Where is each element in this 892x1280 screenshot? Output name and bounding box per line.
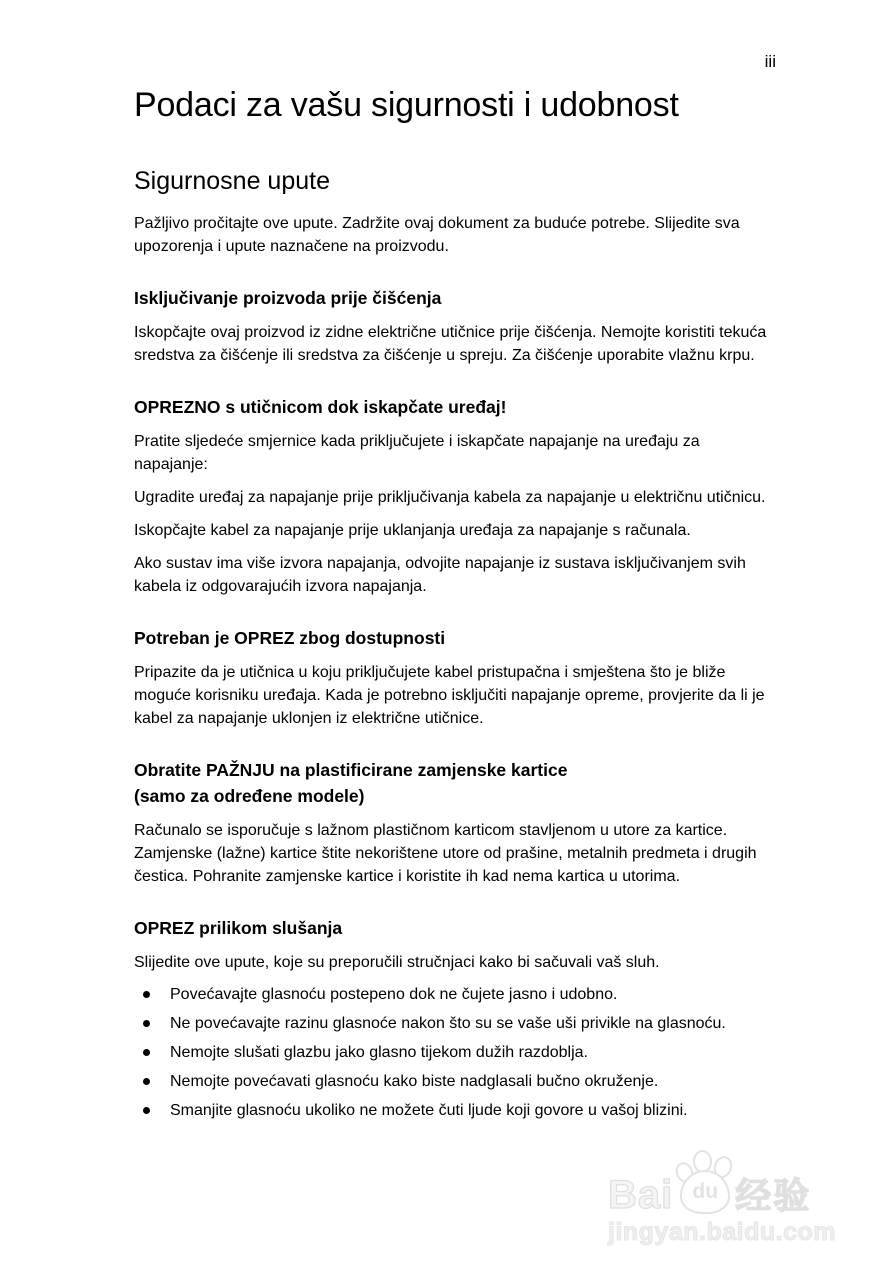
page-title: Podaci za vašu sigurnosti i udobnost [134,86,679,124]
page-content [134,86,768,1122]
list-item [134,1099,768,1122]
list-item-text: Povećavajte glasnoću postepeno dok ne čujete jasno i udobno. [170,986,618,1003]
list-item-text: Nemojte povećavati glasnoću kako biste nadglasali bučno okruženje. [170,1073,659,1090]
list-item-text: Ne povećavajte razinu glasnoće nakon što su se vaše uši privikle na glasnoću. [170,1015,726,1032]
list-item-text: Smanjite glasnoću ukoliko ne možete čuti ljude koji govore u vašoj blizini. [170,1102,688,1119]
section-heading-sigurnosne-upute: Sigurnosne upute [134,167,330,195]
bullet-icon [143,1107,150,1114]
subheading-iskljucivanje: Isključivanje proizvoda prije čišćenja [134,288,442,308]
bullet-icon [143,1020,150,1027]
paragraph: Računalo se isporučuje s lažnom plastičnom karticom stavljenom u utore za kartice. Zamjenske (lažne) kartice štite nekorištene utore od prašine, metalnih predmeta i drugih čestica. Pohranite zamjenske kartice i koristite ih kad nema kartica u utorima. [134,822,757,885]
paragraph: Ako sustav ima više izvora napajanja, odvojite napajanje iz sustava isključivanjem svih kabela iz odgovarajućih izvora napajanja. [134,555,746,595]
subheading-oprezno-uticnicom: OPREZNO s utičnicom dok iskapčate uređaj! [134,397,507,417]
list-item [134,1041,768,1064]
bullet-icon [143,1049,150,1056]
paragraph: Ugradite uređaj za napajanje prije priključivanja kabela za napajanje u električnu utičnicu. [134,489,766,506]
page-number: iii [764,52,776,71]
paragraph: Pratite sljedeće smjernice kada priključujete i iskapčate napajanje na uređaju za napajanje: [134,433,700,473]
baidu-paw-icon [673,1150,735,1214]
list-item [134,1070,768,1093]
intro-paragraph: Pažljivo pročitajte ove upute. Zadržite ovaj dokument za buduće potrebe. Slijedite sva upozorenja i upute naznačene na proizvodu. [134,215,740,255]
paragraph: Pripazite da je utičnica u koju priključujete kabel pristupačna i smještena što je bliže moguće korisniku uređaja. Kada je potrebno isključiti napajanje opreme, provjerite da li je kabel za napajanje uklonjen iz električne utičnice. [134,664,765,727]
baidu-jingyan-chinese-text: 经验 [735,1175,812,1216]
subheading-line-2: (samo za određene modele) [134,786,365,806]
subheading-oprez-slusanja: OPREZ prilikom slušanja [134,918,343,938]
watermark-logo-row [608,1152,858,1217]
watermark-url: jingyan.baidu.com [608,1218,836,1246]
paragraph: Iskopčajte kabel za napajanje prije uklanjanja uređaja za napajanje s računala. [134,522,691,539]
baidu-logo-text-bai: Bai [608,1173,674,1217]
bullet-icon [143,991,150,998]
hearing-safety-bullet-list [134,983,768,1122]
bullet-icon [143,1078,150,1085]
list-item [134,1012,768,1035]
subheading-line-1: Obratite PAŽNJU na plastificirane zamjenske kartice [134,760,568,780]
baidu-jingyan-watermark [608,1152,858,1247]
baidu-logo-text-du: du [692,1180,719,1203]
list-item-text: Nemojte slušati glazbu jako glasno tijekom dužih razdoblja. [170,1044,588,1061]
list-item [134,983,768,1006]
paragraph: Slijedite ove upute, koje su preporučili stručnjaci kako bi sačuvali vaš sluh. [134,954,660,971]
paragraph: Iskopčajte ovaj proizvod iz zidne električne utičnice prije čišćenja. Nemojte koristiti tekuća sredstva za čišćenje ili sredstva za čišćenje u spreju. Za čišćenje uporabite vlažnu krpu. [134,324,767,364]
subheading-obratite-paznju [134,757,768,809]
subheading-potreban-oprez: Potreban je OPREZ zbog dostupnosti [134,628,446,648]
